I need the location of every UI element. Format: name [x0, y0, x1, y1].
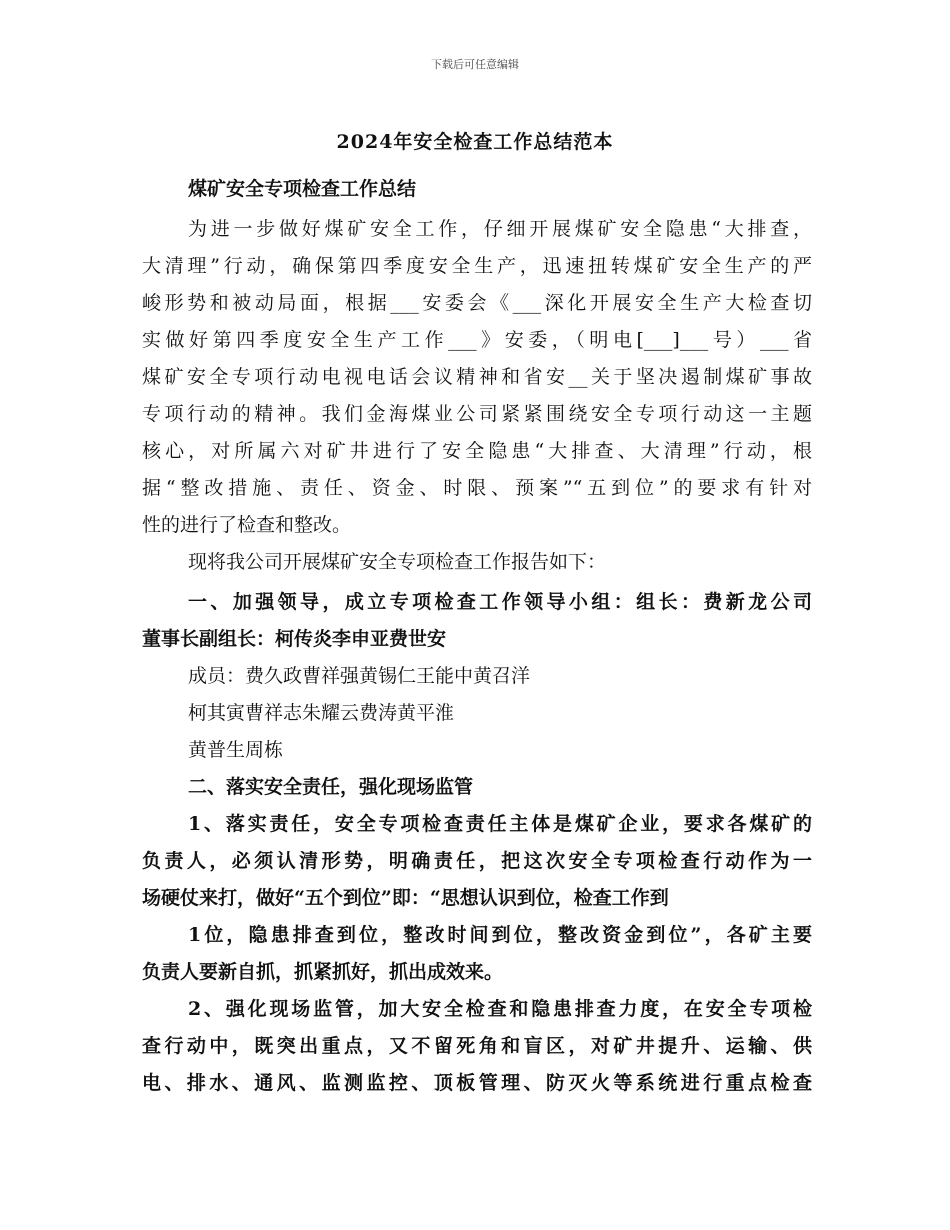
text-line: 1位，隐患排查到位，整改时间到位，整改资金到位”，各矿主要 [188, 924, 812, 946]
text-line: 峻形势和被动局面，根据___安委会《___深化开展安全生产大检查切 [142, 292, 812, 314]
text-line: 二、落实安全责任，强化现场监管 [188, 776, 474, 798]
text-line: 场硬仗来打，做好“五个到位”即：“思想认识到位，检查工作到 [142, 887, 669, 909]
text-line: 核心，对所属六对矿井进行了安全隐患“大排查、大清理”行动，根 [142, 440, 812, 462]
text-line: 据“整改措施、责任、资金、时限、预案”“五到位”的要求有针对 [142, 477, 812, 499]
text-line: 实做好第四季度安全生产工作___》安委，（明电[___]___号）___省 [142, 329, 812, 351]
text-line: 一、加强领导，成立专项检查工作领导小组：组长：费新龙公司 [188, 591, 812, 613]
text-line: 现将我公司开展煤矿安全专项检查工作报告如下： [188, 551, 607, 573]
text-line: 性的进行了检查和整改。 [142, 514, 352, 536]
text-line: 煤矿安全专项行动电视电话会议精神和省安__关于坚决遏制煤矿事故 [142, 366, 812, 388]
text-line: 煤矿安全专项检查工作总结 [188, 178, 417, 200]
text-line: 为进一步做好煤矿安全工作，仔细开展煤矿安全隐患“大排查， [188, 218, 812, 240]
page-header: 下载后可任意编辑 [431, 58, 519, 71]
text-line: 董事长副组长：柯传炎李申亚费世安 [142, 628, 447, 650]
text-line: 1、落实责任，安全专项检查责任主体是煤矿企业，要求各煤矿的 [188, 813, 812, 835]
text-line: 电、排水、通风、监测监控、顶板管理、防灭火等系统进行重点检查 [142, 1072, 812, 1094]
text-line: 柯其寅曹祥志朱耀云费涛黄平淮 [188, 702, 455, 724]
document-title: 2024年安全检查工作总结范本 [336, 131, 614, 153]
text-line: 大清理”行动，确保第四季度安全生产，迅速扭转煤矿安全生产的严 [142, 255, 812, 277]
text-line: 查行动中，既突出重点，又不留死角和盲区，对矿井提升、运输、供 [142, 1035, 812, 1057]
text-line: 负责人，必须认清形势，明确责任，把这次安全专项检查行动作为一 [142, 850, 812, 872]
text-line: 成员：费久政曹祥强黄锡仁王能中黄召洋 [188, 665, 531, 687]
document-body [142, 171, 812, 1102]
text-line: 黄普生周栋 [188, 739, 284, 761]
text-line: 专项行动的精神。我们金海煤业公司紧紧围绕安全专项行动这一主题 [142, 403, 812, 425]
text-line: 2、强化现场监管，加大安全检查和隐患排查力度，在安全专项检 [188, 998, 812, 1020]
text-line: 负责人要新自抓，抓紧抓好，抓出成效来。 [142, 961, 504, 983]
